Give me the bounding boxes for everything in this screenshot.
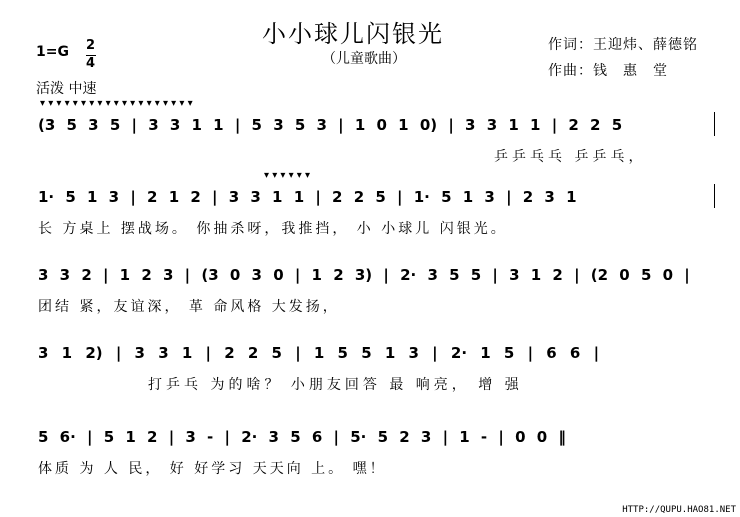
notes: 3 1 2) | 3 3 1 | 2 2 5 | 1 5 5 1 3 | 2· 1 5 | 6 6 |: [38, 344, 600, 362]
octave-dots: ▾ ▾ ▾ ▾ ▾ ▾ ▾ ▾ ▾ ▾ ▾ ▾ ▾ ▾ ▾ ▾ ▾ ▾ ▾: [40, 98, 193, 109]
tempo-marking: 活泼 中速: [36, 81, 97, 97]
composer-credit: 作曲：钱 惠 堂: [548, 63, 668, 79]
song-subtitle: （儿童歌曲）: [322, 51, 406, 67]
lyrics: 体质 为 人 民， 好 好学习 天天向 上。 嘿！: [38, 461, 387, 477]
score-line-5: [0, 428, 740, 488]
score-line-3: [0, 266, 740, 326]
score-line-2: [0, 170, 740, 248]
score-line-1: [0, 98, 740, 176]
lyrics: 团结 紧，友谊深， 革 命风格 大发扬，: [38, 299, 340, 315]
key-signature: 1=G: [36, 44, 69, 60]
song-title: 小小球儿闪银光: [262, 20, 444, 48]
barline: [714, 184, 715, 208]
notes: 5 6· | 5 1 2 | 3 - | 2· 3 5 6 | 5· 5 2 3 | 1 - | 0 0 ‖: [38, 428, 566, 446]
time-signature-bottom: 4: [86, 56, 96, 71]
notes: 1· 5 1 3 | 2 1 2 | 3 3 1 1 | 2 2 5 | 1· 5 1 3 | 2 3 1: [38, 188, 577, 206]
score-line-4: [0, 344, 740, 404]
barline: [714, 112, 715, 136]
notes: (3 5 3 5 | 3 3 1 1 | 5 3 5 3 | 1 0 1 0) | 3 3 1 1 | 2 2 5: [38, 116, 623, 134]
site-watermark: HTTP://QUPU.HAO81.NET: [622, 505, 736, 515]
octave-dots: ▾ ▾ ▾ ▾ ▾ ▾: [264, 170, 311, 181]
notes: 3 3 2 | 1 2 3 | (3 0 3 0 | 1 2 3) | 2· 3 5 5 | 3 1 2 | (2 0 5 0 |: [38, 266, 690, 284]
time-signature-top: 2: [86, 38, 96, 53]
lyrics: 长 方桌上 摆战场。 你抽杀呀，我推挡， 小 小球儿 闪银光。: [38, 221, 508, 237]
lyrics: 乒乒乓乓 乒乒乓，: [494, 149, 647, 165]
lyrics: 打乒乓 为的啥？ 小朋友回答 最 响亮， 增 强: [148, 377, 523, 393]
lyricist-credit: 作词：王迎炜、薛德铭: [548, 37, 698, 53]
